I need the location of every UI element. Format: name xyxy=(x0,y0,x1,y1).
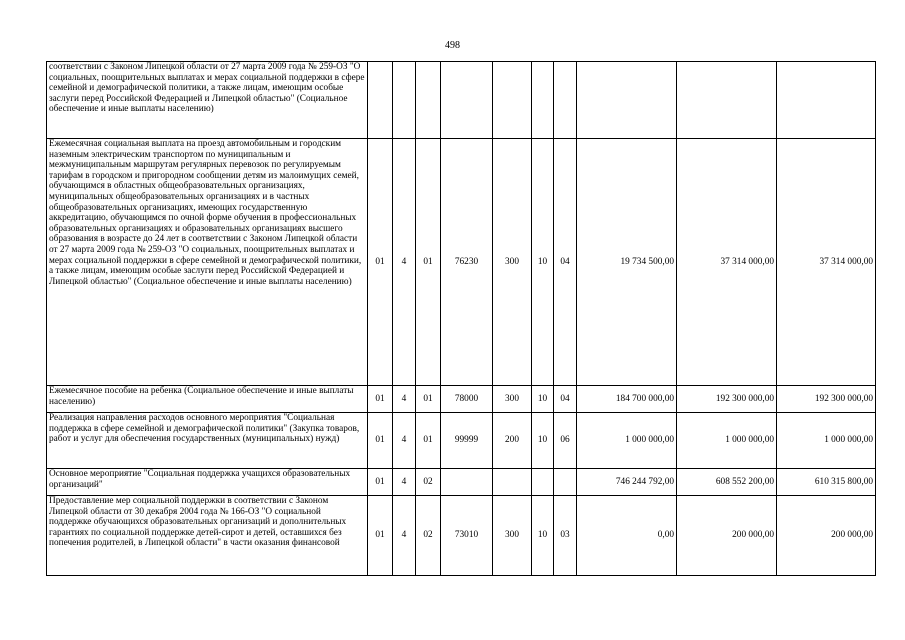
code-subprogram: 4 xyxy=(393,496,416,576)
code-subsection xyxy=(554,62,577,139)
code-subprogram: 4 xyxy=(393,469,416,496)
code-activity: 01 xyxy=(416,413,441,469)
table-row xyxy=(47,469,876,496)
code-direction: 99999 xyxy=(441,413,493,469)
code-section: 10 xyxy=(532,139,554,386)
code-subprogram xyxy=(393,62,416,139)
code-section: 10 xyxy=(532,496,554,576)
code-activity: 01 xyxy=(416,386,441,413)
code-direction xyxy=(441,62,493,139)
code-subsection: 06 xyxy=(554,413,577,469)
code-subprogram: 4 xyxy=(393,386,416,413)
row-description: Ежемесячная социальная выплата на проезд автомобильным и городским наземным электрическим транспортом по муниципальным и межмуниципальным маршрутам регулярных перевозок по регулируемым тарифам в городском и пригородном сообщении детям из малоимущих семей, обучающимся в областных общеобразовательных организациях, муниципальных общеобразовательных организациях и в частных общеобразовательных организациях, имеющих государственную аккредитацию, обучающимся по очной форме обучения в профессиональных образовательных организациях и образовательных организациях высшего образования в возрасте до 24 лет в соответствии с Законом Липецкой области от 27 марта 2009 года № 259-ОЗ "О социальных, поощрительных выплатах и мерах социальной поддержки в сфере семейной и демографической политики, а также лицам, имеющим особые заслуги перед Российской Федерацией и Липецкой областью" (Социальное обеспечение и иные выплаты населению) xyxy=(47,139,368,386)
code-subsection: 04 xyxy=(554,386,577,413)
code-subsection: 04 xyxy=(554,139,577,386)
code-activity xyxy=(416,62,441,139)
code-direction xyxy=(441,469,493,496)
code-subprogram: 4 xyxy=(393,139,416,386)
code-activity: 02 xyxy=(416,469,441,496)
amount-year-3: 1 000 000,00 xyxy=(777,413,876,469)
amount-year-2: 200 000,00 xyxy=(677,496,777,576)
code-program xyxy=(368,62,393,139)
code-expense-type: 200 xyxy=(493,413,532,469)
code-expense-type xyxy=(493,469,532,496)
code-program: 01 xyxy=(368,469,393,496)
code-direction: 76230 xyxy=(441,139,493,386)
amount-year-2: 1 000 000,00 xyxy=(677,413,777,469)
amount-year-1: 0,00 xyxy=(577,496,677,576)
code-expense-type: 300 xyxy=(493,496,532,576)
amount-year-2 xyxy=(677,62,777,139)
table-row xyxy=(47,386,876,413)
code-activity: 02 xyxy=(416,496,441,576)
table-row xyxy=(47,139,876,386)
code-subprogram: 4 xyxy=(393,413,416,469)
code-activity: 01 xyxy=(416,139,441,386)
code-section: 10 xyxy=(532,386,554,413)
table-row xyxy=(47,413,876,469)
code-direction: 73010 xyxy=(441,496,493,576)
amount-year-3: 610 315 800,00 xyxy=(777,469,876,496)
row-description: Предоставление мер социальной поддержки в соответствии с Законом Липецкой области от 30 декабря 2004 года № 166-ОЗ "О социальной поддержке обучающихся образовательных организаций и дополнительных гарантиях по социальной поддержке детей-сирот и детей, оставшихся без попечения родителей, в Липецкой области" в части оказания финансовой xyxy=(47,496,368,576)
code-subsection: 03 xyxy=(554,496,577,576)
row-description: Основное мероприятие "Социальная поддержка учащихся образовательных организаций" xyxy=(47,469,368,496)
page-number: 498 xyxy=(445,40,460,51)
amount-year-2: 608 552 200,00 xyxy=(677,469,777,496)
code-section: 10 xyxy=(532,413,554,469)
amount-year-3: 200 000,00 xyxy=(777,496,876,576)
table-row xyxy=(47,496,876,576)
amount-year-3: 192 300 000,00 xyxy=(777,386,876,413)
amount-year-3: 37 314 000,00 xyxy=(777,139,876,386)
code-expense-type xyxy=(493,62,532,139)
budget-table xyxy=(46,61,876,576)
code-expense-type: 300 xyxy=(493,139,532,386)
row-description: Ежемесячное пособие на ребенка (Социальное обеспечение и иные выплаты населению) xyxy=(47,386,368,413)
code-subsection xyxy=(554,469,577,496)
row-description: Реализация направления расходов основного мероприятия "Социальная поддержка в сфере семейной и демографической политики" (Закупка товаров, работ и услуг для обеспечения государственных (муниципальных) нужд) xyxy=(47,413,368,469)
amount-year-2: 192 300 000,00 xyxy=(677,386,777,413)
code-program: 01 xyxy=(368,496,393,576)
amount-year-1: 184 700 000,00 xyxy=(577,386,677,413)
code-direction: 78000 xyxy=(441,386,493,413)
table-row xyxy=(47,62,876,139)
row-description: соответствии с Законом Липецкой области от 27 марта 2009 года № 259-ОЗ "О социальных, поощрительных выплатах и мерах социальной поддержки в сфере семейной и демографической политики, а также лицам, имеющим особые заслуги перед Российской Федерацией и Липецкой областью" (Социальное обеспечение и иные выплаты населению) xyxy=(47,62,368,139)
code-section xyxy=(532,62,554,139)
code-program: 01 xyxy=(368,413,393,469)
code-program: 01 xyxy=(368,386,393,413)
code-expense-type: 300 xyxy=(493,386,532,413)
amount-year-2: 37 314 000,00 xyxy=(677,139,777,386)
code-program: 01 xyxy=(368,139,393,386)
amount-year-1: 1 000 000,00 xyxy=(577,413,677,469)
code-section xyxy=(532,469,554,496)
amount-year-1: 19 734 500,00 xyxy=(577,139,677,386)
amount-year-1 xyxy=(577,62,677,139)
amount-year-1: 746 244 792,00 xyxy=(577,469,677,496)
amount-year-3 xyxy=(777,62,876,139)
